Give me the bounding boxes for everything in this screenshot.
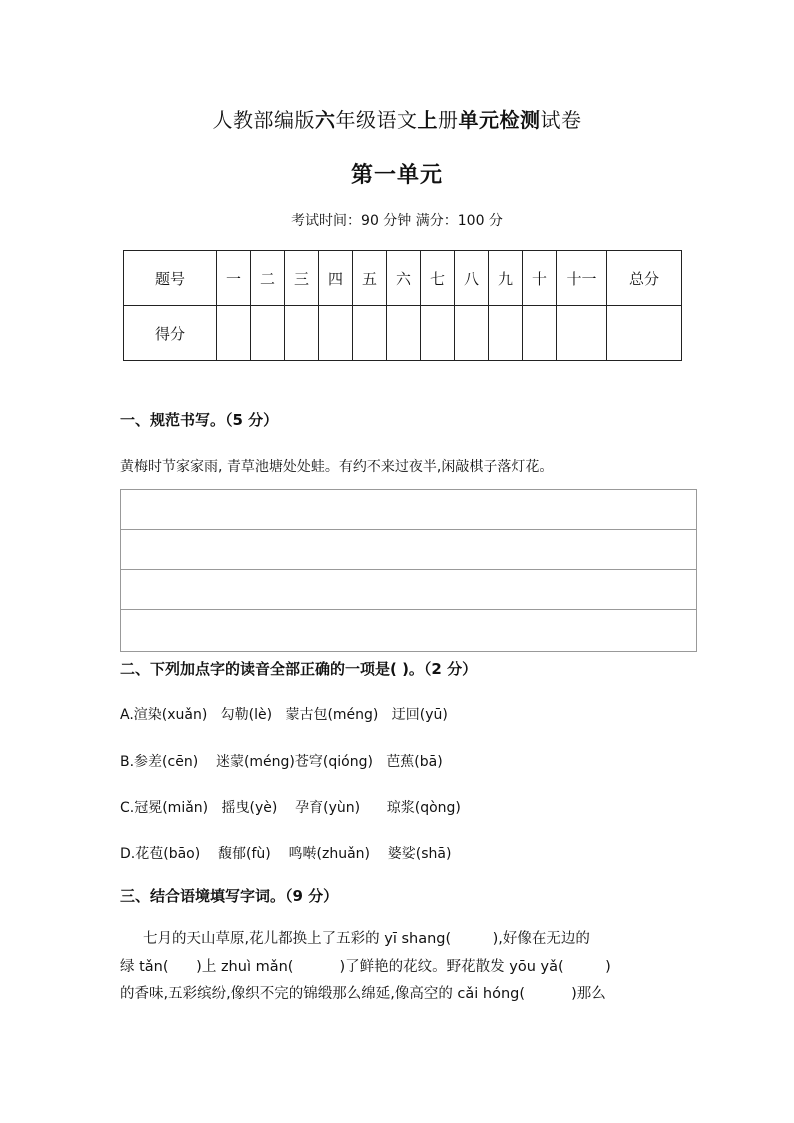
header-cell: 十 — [523, 251, 557, 306]
exam-title — [0, 104, 794, 133]
section2-heading: 二、下列加点字的读音全部正确的一项是( )。（2 分） — [120, 660, 478, 678]
score-table-score-row — [124, 306, 682, 361]
title-part: 册 — [438, 108, 459, 132]
score-table-header-row — [124, 251, 682, 306]
title-part: 年级语文 — [335, 108, 418, 132]
section3-line: 七月的天山草原,花儿都换上了五彩的 yī shang( ),好像在无边的 — [120, 931, 590, 947]
section1-poem: 黄梅时节家家雨, 青草池塘处处蛙。有约不来过夜半,闲敲棋子落灯花。 — [120, 459, 554, 475]
header-cell: 七 — [421, 251, 455, 306]
section3-line: 绿 tǎn( )上 zhuì mǎn( )了鲜艳的花纹。野花散发 yōu yǎ( ) — [120, 959, 611, 975]
option-c[interactable]: C.冠冕(miǎn) 摇曳(yè) 孕育(yùn) 琼浆(qòng) — [120, 800, 461, 816]
section3-line: 的香味,五彩缤纷,像织不完的锦缎那么绵延,像高空的 cǎi hóng( )那么 — [120, 986, 606, 1002]
score-cell[interactable] — [319, 306, 353, 361]
score-cell[interactable] — [607, 306, 682, 361]
header-cell: 五 — [353, 251, 387, 306]
header-cell: 一 — [217, 251, 251, 306]
option-b[interactable]: B.参差(cēn) 迷蒙(méng)苍穹(qióng) 芭蕉(bā) — [120, 754, 443, 770]
writing-line[interactable] — [121, 530, 696, 570]
score-cell[interactable] — [353, 306, 387, 361]
section1-heading: 一、规范书写。（5 分） — [120, 411, 279, 429]
writing-line[interactable] — [121, 490, 696, 530]
header-cell: 题号 — [124, 251, 217, 306]
score-cell[interactable] — [285, 306, 319, 361]
score-cell[interactable] — [523, 306, 557, 361]
header-cell: 九 — [489, 251, 523, 306]
unit-title: 第一单元 — [350, 163, 443, 188]
score-cell[interactable] — [387, 306, 421, 361]
option-d[interactable]: D.花苞(bāo) 馥郁(fù) 鸣啭(zhuǎn) 婆娑(shā) — [120, 846, 452, 862]
title-part: 人教部编版 — [212, 108, 315, 132]
title-part: 上 — [417, 108, 438, 132]
writing-grid[interactable] — [120, 489, 697, 652]
row-label: 得分 — [124, 306, 217, 361]
score-cell[interactable] — [251, 306, 285, 361]
header-cell: 总分 — [607, 251, 682, 306]
header-cell: 六 — [387, 251, 421, 306]
title-part: 六 — [315, 108, 336, 132]
header-cell: 二 — [251, 251, 285, 306]
header-cell: 四 — [319, 251, 353, 306]
score-cell[interactable] — [217, 306, 251, 361]
section3-heading: 三、结合语境填写字词。（9 分） — [120, 887, 339, 905]
header-cell: 八 — [455, 251, 489, 306]
header-cell: 三 — [285, 251, 319, 306]
score-table — [123, 250, 682, 361]
writing-line[interactable] — [121, 570, 696, 610]
exam-meta: 考试时间：90 分钟 满分：100 分 — [291, 213, 503, 229]
title-part: 单元检测 — [458, 108, 541, 132]
score-cell[interactable] — [557, 306, 607, 361]
writing-line[interactable] — [121, 610, 696, 650]
option-a[interactable]: A.渲染(xuǎn) 勾勒(lè) 蒙古包(méng) 迂回(yū) — [120, 707, 448, 723]
title-part: 试卷 — [540, 108, 582, 132]
header-cell: 十一 — [557, 251, 607, 306]
score-cell[interactable] — [489, 306, 523, 361]
score-cell[interactable] — [421, 306, 455, 361]
score-cell[interactable] — [455, 306, 489, 361]
